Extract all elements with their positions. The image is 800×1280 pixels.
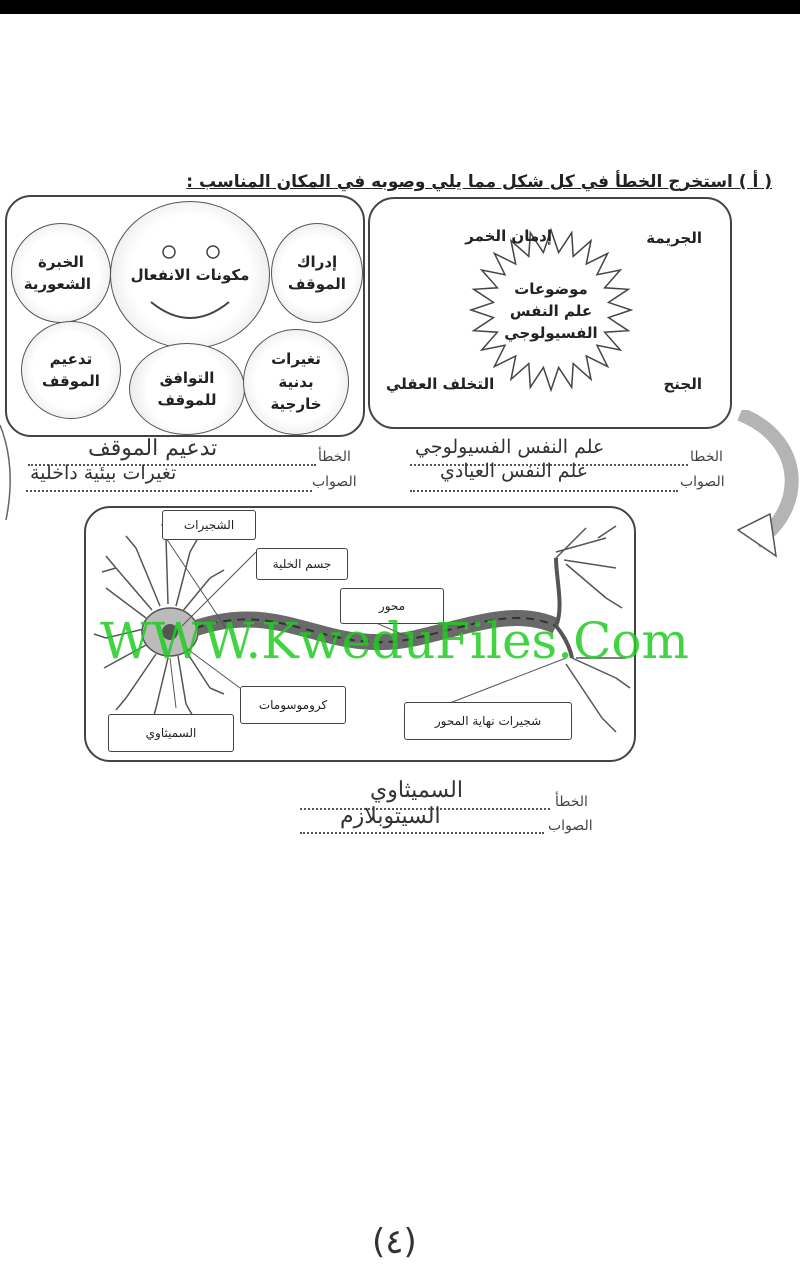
circle-situation-support: [21, 321, 121, 419]
neuron-error-answer: السميثاوي: [370, 778, 463, 803]
circle-situation-perception: [271, 223, 363, 323]
topics-correct-label: الصواب: [680, 474, 725, 490]
neuron-label-axon: محور: [340, 588, 444, 624]
neuron-label-chromosomes: كروموسومات: [240, 686, 346, 724]
neuron-label-axon-terminals: شجيرات نهاية المحور: [404, 702, 572, 740]
topic-misdemeanors: الجنح: [663, 375, 702, 393]
circle-label: إدراك الموقف: [288, 252, 346, 293]
circle-label: تدعيم الموقف: [42, 349, 100, 390]
neuron-label-dendrites: الشجيرات: [162, 510, 256, 540]
circle-situation-adaptation: [129, 343, 245, 435]
topics-correct-answer: علم النفس العيادي: [440, 460, 589, 482]
circle-label: الخبرة الشعورية: [23, 252, 91, 293]
circle-emotion-components: [110, 201, 270, 349]
circle-label: تغيرات بدنية خارجية: [270, 350, 322, 414]
arrow-left-edge-icon: [0, 420, 20, 530]
circle-emotional-experience: [11, 223, 111, 323]
top-bar: [0, 0, 800, 14]
neuron-correct-answer: السيتوبلازم: [340, 804, 441, 829]
neuron-label-smithawi: السميثاوي: [108, 714, 234, 752]
emotion-error-answer: تدعيم الموقف: [88, 436, 218, 461]
emotion-components-panel: [5, 195, 365, 437]
watermark: WWW.KweduFiles.Com: [100, 612, 689, 670]
topics-panel: [368, 197, 732, 429]
circle-external-changes: [243, 329, 349, 435]
emotion-correct-line: [26, 490, 312, 492]
curved-arrow-right-icon: [736, 410, 800, 560]
topics-error-label: الخطا: [690, 449, 723, 465]
emotion-correct-answer: تغيرات بيئية داخلية: [30, 462, 177, 484]
neuron-correct-line: [300, 832, 544, 834]
topic-mental-retardation: التخلف العقلي: [386, 375, 495, 393]
neuron-correct-label: الصواب: [548, 818, 593, 834]
question-title: ( أ ) استخرج الخطأ في كل شكل مما يلي وصوبه في المكان المناسب :: [186, 172, 772, 192]
page-number: (٤): [372, 1222, 417, 1262]
topics-error-answer: علم النفس الفسيولوجي: [415, 436, 605, 458]
neuron-label-cell-body: جسم الخلية: [256, 548, 348, 580]
topics-correct-line: [410, 490, 678, 492]
topic-alcoholism: إدمان الخمر: [465, 227, 552, 245]
emotion-center-label: مكونات الانفعال: [130, 265, 250, 284]
neuron-error-label: الخطأ: [555, 794, 588, 810]
circle-label: التوافق للموقف: [157, 368, 217, 409]
emotion-correct-label: الصواب: [312, 474, 357, 490]
topics-center-label: موضوعات علم النفس الفسيولوجي: [504, 280, 598, 342]
emotion-error-label: الخطأ: [318, 449, 351, 465]
topic-crime: الجريمة: [646, 229, 702, 247]
